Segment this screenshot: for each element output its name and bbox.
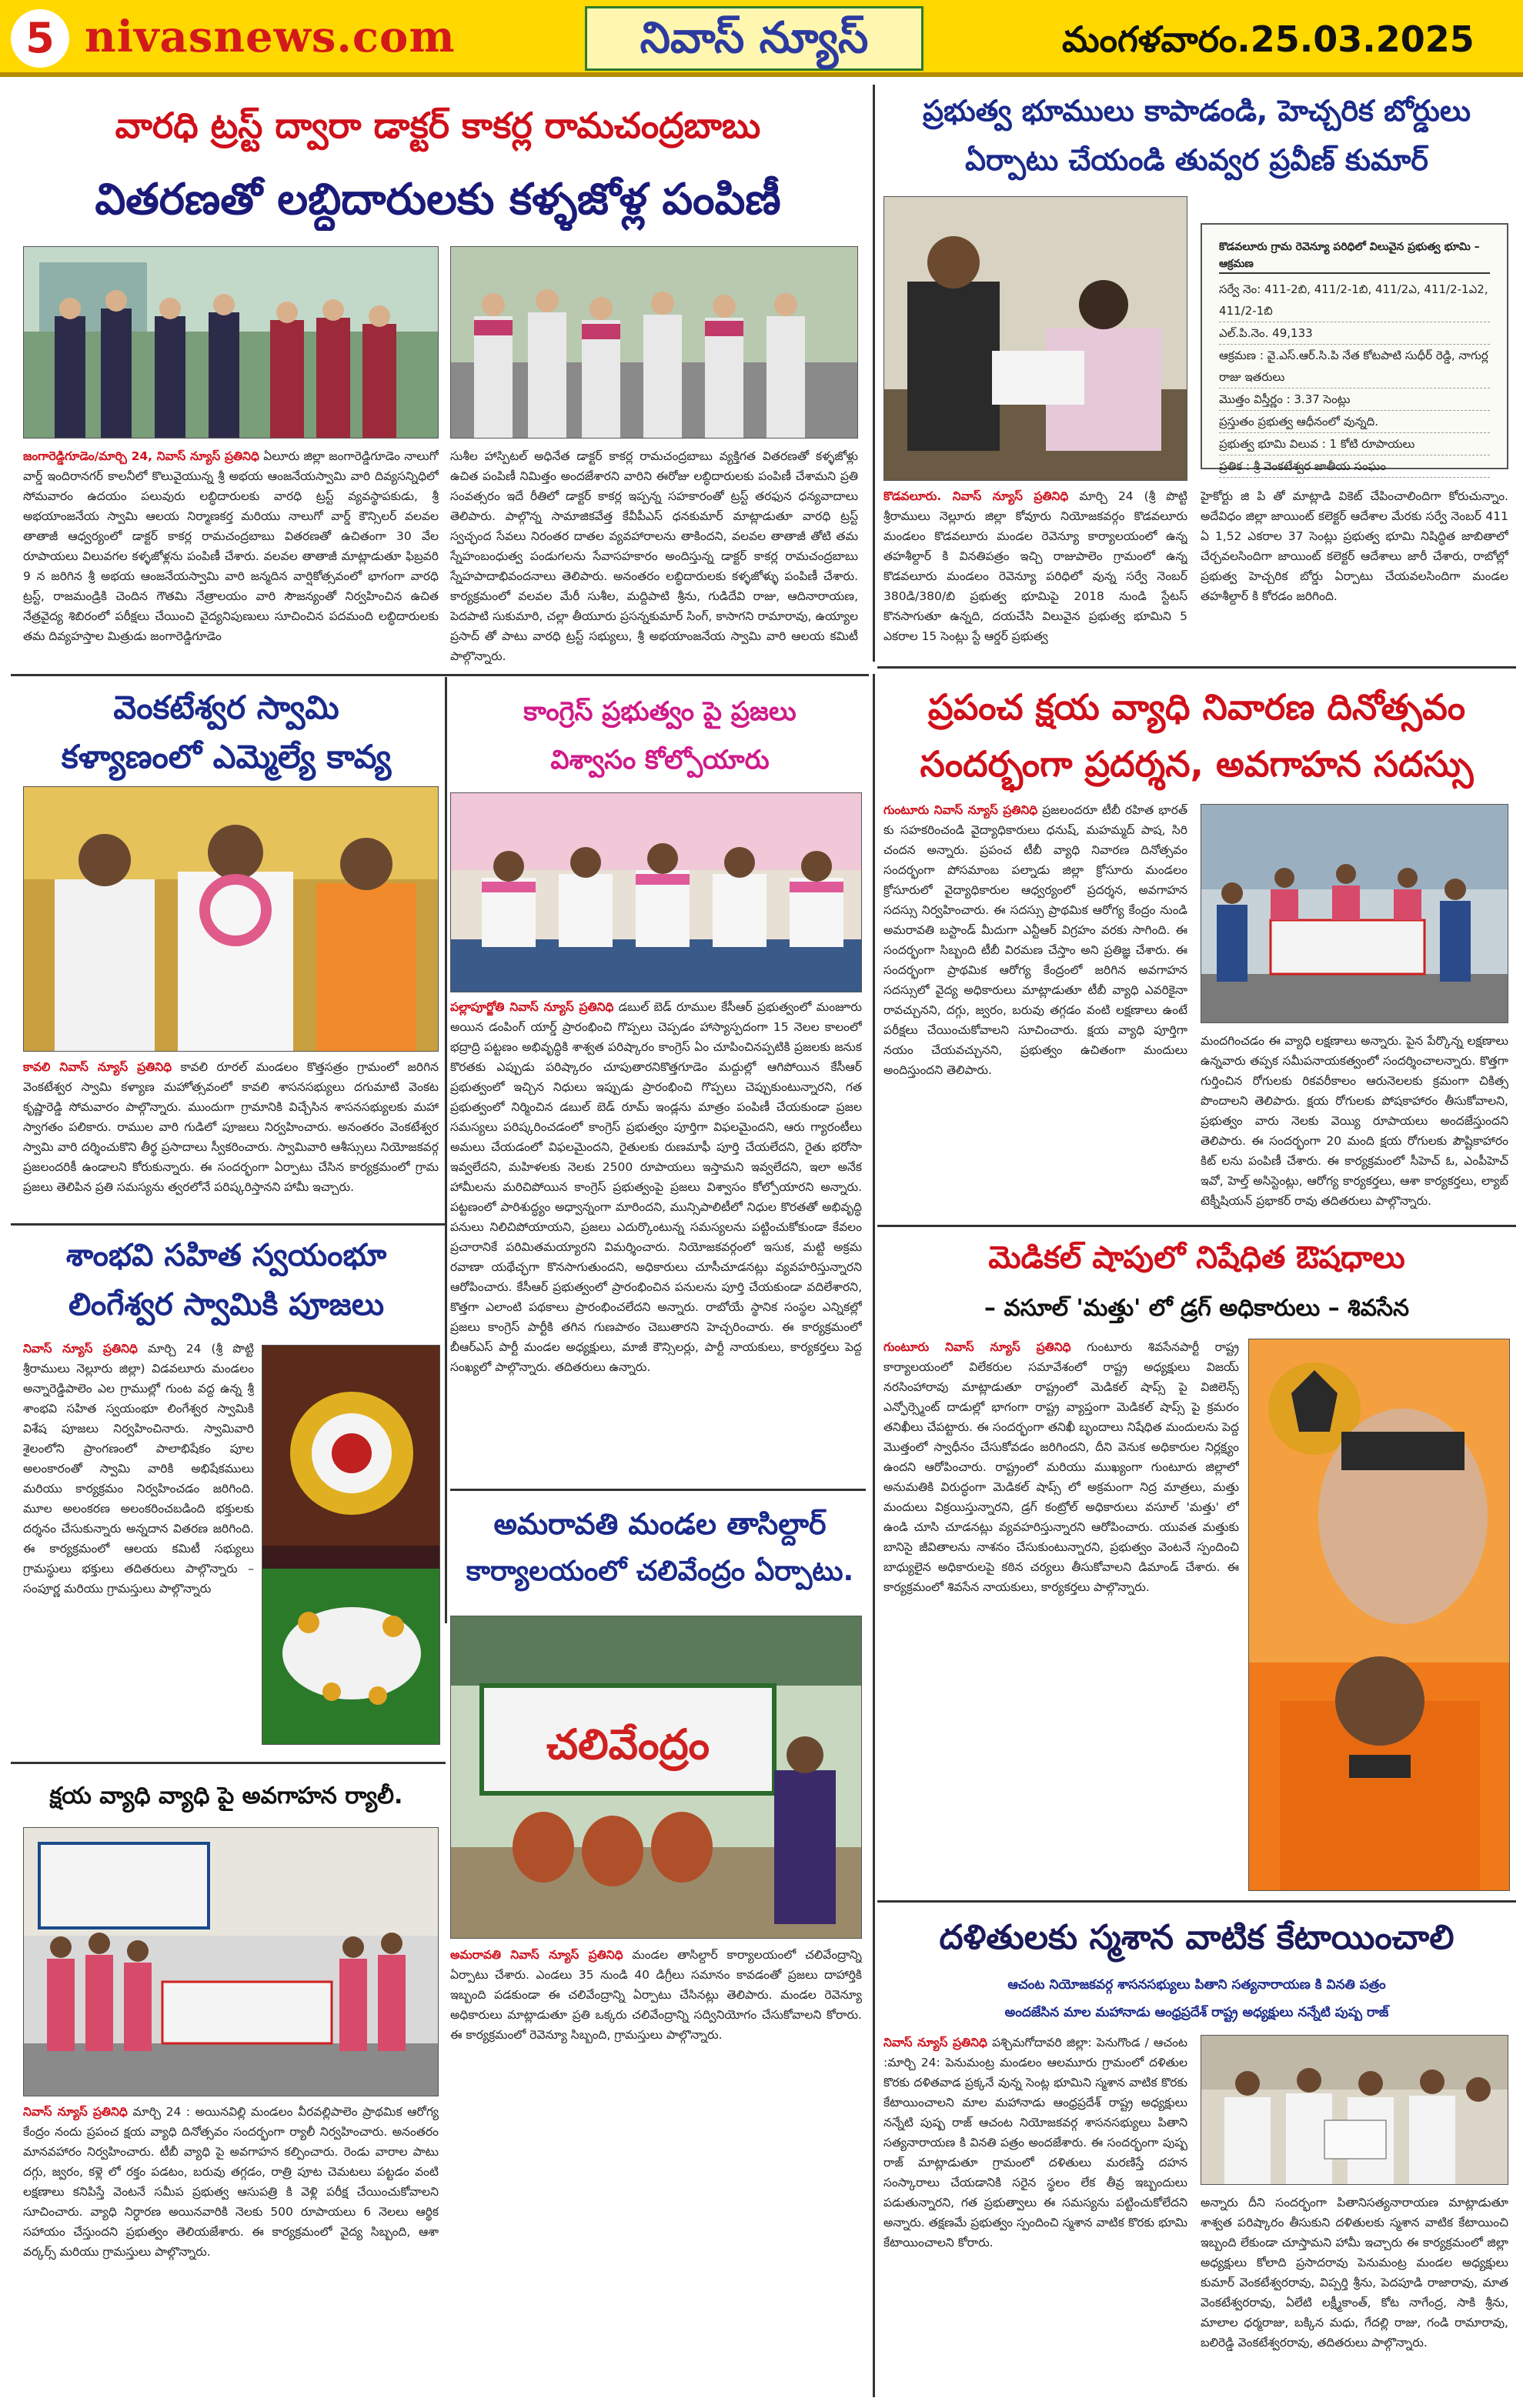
headline-world-tb-1: ప్రపంచ క్షయ వ్యాధి నివారణ దినోత్సవం <box>927 686 1466 728</box>
byline-world-tb: గుంటూరు నివాస్ న్యూస్ ప్రతినిధి <box>883 803 1038 817</box>
divider <box>11 674 869 676</box>
land-notice-box <box>1201 223 1508 473</box>
photo-lingeswara-pooja <box>262 1345 440 1745</box>
subheadline-medical: – వసూల్ 'మత్తు' లో డ్రగ్ అధికారులు – శివసేన <box>984 1295 1410 1322</box>
byline-amaravati: అమరావతి నివాస్ న్యూస్ ప్రతినిధి <box>450 1948 623 1962</box>
site-url[interactable]: nivasnews.com <box>85 12 456 62</box>
body-text: ఏలూరు జిల్లా జంగారెడ్డిగూడెం నాలుగో వార్డ్ ఇందిరానగర్ కాలనీలో కొలువైయున్న శ్రీ అభయ ఆంజనేయస్వామి వారి దివ్యసన్నిధిలో సోమవారం ఉదయం పలువురు లబ్ధిదారులకు వారధి ట్రస్ట్ వ్యవస్థాపకుడు, శ్రీ అభయాంజనేయ స్వామి ఆలయ నిర్మాణకర్త మరియు నాలుగో వార్డ్ కౌన్సిలర్ వలవల తాతాజీ ఆధ్వర్యంలో డాక్టర్ కాకర్ల రామచంద్రబాబు వితరణతో ఉచితంగా 30 వేల రూపాయలు విలువగల కళ్ళజోళ్లను పంపిణీ చేశారు. వలవల తాతాజీ మాట్లాడుతూ ఫిబ్రవరి 9 న జరిగిన శ్రీ అభయ ఆంజనేయస్వామి వారి జన్మదిన వార్షికోత్సవంలో భాగంగా వారధి ట్రస్ట్, రాజమండ్రికి చెందిన గౌతమి నేత్రాలయం వారి సౌజన్యంతో నిర్వహించిన ఉచిత నేత్రవైద్య శిబిరంలో పరీక్షలు చేయించి వైద్యనిపుణులు సూచించిన పదమంది లబ్ధిదారులకు తమ దివ్యహస్తాల మిత్రుడు జంగారెడ్డిగూడెం <box>23 449 439 643</box>
divider <box>11 1762 446 1764</box>
body-text: ప్రజలందరూ టీబీ రహిత భారత్ కు సహకరించండి వైద్యాధికారులు ధనుష్, మహమ్మద్ పాష, సిరి చందన అన్నారు. ప్రపంచ టీబీ వ్యాధి నివారణ దినోత్సవం సందర్భంగా పోసమాంబ పల్నాడు జిల్లా క్రోసూరు మండలం క్రోసూరులో వైద్యాధికారుల ఆధ్వర్యంలో ప్రదర్శన, అవగాహన సదస్సు నిర్వహించారు. ఈ సదస్సు ప్రాథమిక ఆరోగ్య కేంద్రం నుండి అమరావతి బస్టాండ్ మీదుగా ఎన్టీఆర్ విగ్రహం వరకు సాగింది. ఈ సందర్భంగా సిబ్బంది టీబీ విరమణ చేస్తాం అని ప్రతిజ్ఞ చేశారు. ఈ సందర్భంగా ప్రాథమిక ఆరోగ్య కేంద్రంలో జరిగిన అవగాహన సదస్సులో వైద్య అధికారులు మాట్లాడుతూ టీబీ వ్యాధి ఎవరికైనా రావచ్చునని, దగ్గు, జ్వరం, బరువు తగ్గడం వంటి లక్షణాలు ఉంటే పరీక్షలు చేయించుకోవాలని సూచించారు. క్షయ వ్యాధి పూర్తిగా నయం చేయవచ్చునని, ప్రభుత్వం ఉచితంగా మందులు అందిస్తుందని తెలిపారు. <box>883 803 1187 1077</box>
body-text: మార్చి 24 (శ్రీ పొట్టి శ్రీరాములు నెల్లూరు జిల్లా) విడవలూరు మండలం అన్నారెడ్డిపాలెం ఎల గ్రాముల్లో గుంట వద్ద ఉన్న శ్రీ శాంభవి సహిత స్వయంభూ లింగేశ్వర స్వామికి విశేష పూజలు నిర్వహించినారు. స్వామివారి శైలంలోని ప్రాంగణంలో పాలాభిషేకం పూల అలంకారంతో స్వామి వారికి అభిషేకములు మరియు కార్యక్రమం నిర్వహించడం జరిగింది. మూల అలంకరణ అలంకరించబడింది భక్తులకు దర్శనం చేసుకున్నారు అన్నదాన వితరణ జరిగింది. ఈ కార్యక్రమంలో ఆలయ కమిటీ సభ్యులు గ్రామస్థులు భక్తులు తదితరులు పాల్గొన్నారు – సంపూర్ణ మరియు గ్రామస్తులు పాల్గొన్నారు <box>23 1342 254 1596</box>
byline-medical: గుంటూరు నివాస్ న్యూస్ ప్రతినిధి <box>883 1340 1071 1354</box>
headline-dalit: దళితులకు స్మశాన వాటిక కేటాయించాలి <box>939 1918 1455 1957</box>
story-shambhavi <box>23 1339 254 1754</box>
subheadline-dalit-1: ఆచంట నియోజకవర్గ శాసనసభ్యులు పితాని సత్యనారాయణ కి వినతి పత్రం <box>1007 1977 1386 1993</box>
headline-congress-2: విశ్వాసం కోల్పోయారు <box>550 745 770 775</box>
story-amaravati <box>450 1945 862 2399</box>
headline-amaravati-1: అమరావతి మండల తాసిల్దార్ <box>493 1507 827 1541</box>
photo-congress-press-meet <box>450 792 862 992</box>
headline-govt-land-2: ఏర్పాటు చేయండి తువ్వర ప్రవీణ్ కుమార్ <box>965 143 1428 177</box>
photo-shivsena-leader <box>1248 1339 1510 1891</box>
notice-row: సర్వే నెం: 411-2బి, 411/2-1బి, 411/2ఎ, 411/2-1ఎ2, 411/2-1బి <box>1219 278 1490 322</box>
notice-row: మొత్తం విస్తీర్ణం : 3.37 సెంట్లు <box>1219 389 1490 411</box>
subheadline-dalit-2: అందజేసిన మాల మహానాడు ఆంధ్రప్రదేశ్ రాష్ట్ర అధ్యక్షులు నన్నేటి పుష్ప రాజ్ <box>1004 2005 1389 2020</box>
photo-petition-handover <box>883 196 1187 481</box>
paper-name-logo: నివాస్ న్యూస్ <box>585 6 923 71</box>
body-text: మార్చి 24 : అయినవిల్లి మండలం వీరవల్లిపాలెం ప్రాథమిక ఆరోగ్య కేంద్రం నందు ప్రపంచ క్షయ వ్యాధి దినోత్సవం సందర్భంగా ర్యాలీ నిర్వహించారు. అనంతరం మానవహారం నిర్వహించారు. టీబీ వ్యాధి పై అవగాహన కల్పించారు. రెండు వారాల పాటు దగ్గు, జ్వరం, కళ్లె లో రక్తం పడటం, బరువు తగ్గడం, రాత్రి పూట చెమటలు పట్టడం వంటి లక్షణాలు కనిపిస్తే వెంటనే సమీప ప్రభుత్వ ఆసుపత్రి కి వెళ్లి పరీక్ష చేయించుకోవాలని సూచించారు. వ్యాధి నిర్ధారణ అయినవారికి నెలకు 500 రూపాయలు 6 నెలలు ఆర్థిక సహాయం చేస్తుందని ప్రభుత్వం తెలియజేశారు. ఈ కార్యక్రమంలో వైద్య సిబ్బంది, ఆశా వర్కర్స్ మరియు గ్రామస్తులు పాల్గొన్నారు. <box>23 2105 439 2259</box>
photo-dalit-petition <box>1201 2035 1508 2185</box>
byline-shambhavi: నివాస్ న్యూస్ ప్రతినిధి <box>23 1342 138 1356</box>
page-number: 5 <box>11 9 69 68</box>
headline-venkateswara-2: కళ్యాణంలో ఎమ్మెల్యే కావ్య <box>61 738 392 775</box>
headline-world-tb-2: సందర్భంగా ప్రదర్శన, అవగాహన సదస్సు <box>920 743 1474 785</box>
divider <box>450 1489 866 1491</box>
notice-title: కొడవలూరు గ్రామ రెవెన్యూ పరిధిలో విలువైన ప్రభుత్వ భూమి – ఆక్రమణ <box>1219 238 1490 274</box>
headline-shambhavi-2: లింగేశ్వర స్వామికి పూజలు <box>68 1287 385 1322</box>
story-varadhi-col2: సుశీల హాస్పిటల్ అధినేత డాక్టర్ కాకర్ల రామచంద్రబాబు వ్యక్తిగత వితరణతో కళ్ళజోళ్లు ఉచిత పంపిణీ నిమిత్తం అందజేశారని వారిని ఈరోజు లబ్ధిదారులకు పంపిణీ చేశామని ప్రతి సంవత్సరం ఇదే రీతిలో డాక్టర్ కాకర్ల ఇప్పన్న సహకారంతో ట్రస్ట్ తరఫున ధన్యవాదాలు తెలిపారు. పాల్గొన్న సామాజికవేత్త కేవీపీఎస్ ధనకుమార్ మాట్లాడుతూ వారధి ట్రస్ట్ స్వచ్ఛంద సేవలు నిరంతర దాతల వ్యవహారాలను తాకిందని, వలవల తాతాజీ తోటి తమ స్నేహంబంధుత్వ పండుగలను సేవాసహకారం అందిస్తున్న డాక్టర్ కాకర్ల రామచంద్రబాబు స్నేహపాదాభివందనాలు తెలిపారు. అనంతరం లబ్ధిదారులకు కళ్ళజోళ్ళు పంపిణీ చేశారు. కార్యక్రమంలో వలవల మేరీ సుశీల, మద్దిపాటి శ్రీను, గుడిదేవి రాజు, ఆదినారాయణ, పెదపాటి సుకుమారి, చల్లా తీయూరు ప్రసన్నకుమార్ సింగ్, కాసాగని రామారావు, ఉయ్యాల ప్రసాద్ తో పాటు వారధి ట్రస్ట్ సభ్యులు, శ్రీ అభయాంజనేయ స్వామి వారి ఆలయ కమిటీ పాల్గొన్నారు. <box>450 449 858 663</box>
notice-row: ప్రభుత్వ భూమి విలువ : 1 కోటి రూపాయలు <box>1219 433 1490 455</box>
story-dalit-col2: అన్నారు దీని సందర్భంగా పితానిసత్యనారాయణ మాట్లాడుతూ శాశ్వత పరిష్కారం తీసుకుని దళితులకు స్మశాన వాటిక కేటాయించి ఇబ్బంది లేకుండా చూస్తామని హామీ ఇచ్చారు ఈ కార్యక్రమంలో జిల్లా అధ్యక్షులు కోలాది ప్రసాదరావు పెనుమంట్ర మండల అధ్యక్షులు కుమార్ వెంకటేశ్వరరావు, విప్పర్తి శ్రీను, పెదపూడి రాజారావు, మాత వెంకటేశ్వరరావు, ఏలేటి లక్ష్మీకాంత్, కోట నాగేంద్ర, సాకి శ్రీను, మాలాల ధర్మరాజు, బక్కిన మధు, గేదల్లి రాజు, గండి రామారావు, బలిరెడ్డి వెంకటేశ్వరరావు, తదితరులు పాల్గొన్నారు. <box>1201 2196 1508 2350</box>
byline-congress: పల్లాపూర్జోతి నివాస్ న్యూస్ ప్రతినిధి <box>450 1000 614 1014</box>
story-world-tb-col1 <box>883 800 1187 1219</box>
body-text: గుంటూరు శివసేనపార్టీ రాష్ట్ర కార్యాలయంలో విలేకరుల సమావేశంలో రాష్ట్ర అధ్యక్షులు విజయ్ నరసింహారావు మాట్లాడుతూ రాష్ట్రంలో మెడికల్ షాప్స్ పై విజిలెన్స్ ఎన్ఫోర్స్మెంట్ దాడుల్లో భాగంగా రాష్ట్ర వ్యాప్తంగా మెడికల్ షాప్స్ పై క్రమరం తనిఖీలు చేపట్టారు. ఈ సందర్భంగా తనిఖీ బృందాలు నిషేధిత మందులను పెద్ద మొత్తంలో స్వాధీనం చేసుకోవడం జరిగిందని, దీని వెనుక అధికారుల నిర్లక్ష్యం ఉందని ఆరోపించారు. రాష్ట్రంలో మరియు ముఖ్యంగా గుంటూరు జిల్లాలో అనుమతికి విరుద్ధంగా మెడికల్ షాప్స్ లో అక్రమంగా నిద్ర మాత్రలు, మత్తు మందులు విక్రయిస్తున్నారని, డ్రగ్ కంట్రోల్ అధికారులు వసూల్ 'మత్తు' లో ఉండి చూసి చూడనట్లు వ్యవహరిస్తున్నారని ఆరోపించారు. యువత మత్తుకు బానిసై జీవితాలను నాశనం చేసుకుంటున్నారని, ప్రభుత్వం వెంటనే స్పందించి బాధ్యులైన అధికారులపై కఠిన చర్యలు తీసుకోవాలని డిమాండ్ చేశారు. ఈ కార్యక్రమంలో శివసేన నాయకులు, కార్యకర్తలు పాల్గొన్నారు. <box>883 1340 1239 1594</box>
byline-dalit: నివాస్ న్యూస్ ప్రతినిధి <box>883 2036 987 2049</box>
byline-govt-land: కొడవలూరు. నివాస్ న్యూస్ ప్రతినిధి <box>883 489 1069 503</box>
story-govt-land-col1 <box>883 486 1187 660</box>
headline-tb-rally: క్షయ వ్యాధి వ్యాధి పై అవగాహన ర్యాలీ. <box>49 1783 403 1809</box>
column-divider <box>873 85 875 662</box>
notice-row: ప్రస్తుతం ప్రభుత్వ ఆధీనంలో వున్నది. <box>1219 411 1490 433</box>
column-divider <box>873 674 875 2397</box>
story-congress <box>450 997 862 1482</box>
notice-row: ఆక్రమణ : వై.ఎస్.ఆర్.సి.పి నేత కోటపాటి సుధీర్ రెడ్డి, నాగుర్ల రాజు ఇతరులు <box>1219 345 1490 389</box>
headline-varadhi-2: వితరణతో లబ్ధిదారులకు కళ్ళజోళ్ల పంపిణీ <box>95 175 781 225</box>
column-divider <box>445 677 447 1623</box>
issue-date: మంగళవారం.25.03.2025 <box>1062 18 1475 60</box>
headline-congress-1: కాంగ్రెస్ ప్రభుత్వం పై ప్రజలు <box>523 696 797 727</box>
story-tb-rally <box>23 2102 439 2402</box>
photo-varadhi-distribution-1 <box>23 246 439 439</box>
story-world-tb-col2: మందగించడం ఈ వ్యాధి లక్షణాలు అన్నారు. పైన పేర్కొన్న లక్షణాలు ఉన్నవారు తప్పక సమీపనాయకత్వంలో సందర్శించాలన్నారు. కొత్తగా గుర్తించిన రోగులకు రికవరీకాలం ఆరునెలలకు క్రమంగా చికిత్స పొందాలని తెలిపారు. క్షయ రోగులకు పోషకాహారం తీసుకోవాలని, ప్రభుత్వం వారు నెలకు వెయ్యి రూపాయలు అందజేస్తుందని తెలిపారు. ఈ సందర్భంగా 20 మంది క్షయ రోగులకు పౌష్టికాహారం కిట్ లను పంపిణీ చేశారు. ఈ కార్యక్రమంలో సీహెచ్ ఓ, ఎంపీహెచ్ ఇవో, హెల్త్ అసిస్టెంట్లు, ఆరోగ్య కార్యకర్తలు, ఆశా కార్యకర్తలు, ల్యాబ్ టెక్నీషియన్ ప్రభాకర్ రావు తదితరులు పాల్గొన్నారు. <box>1201 1034 1508 1208</box>
photo-mla-kalyanam <box>23 786 439 1052</box>
headline-shambhavi-1: శాంభవి సహిత స్వయంభూ <box>65 1238 387 1273</box>
story-medical <box>883 1337 1239 1891</box>
byline-varadhi: జంగారెడ్డిగూడెం/మార్చి 24, నివాస్ న్యూస్ ప్రతినిధి <box>23 449 259 463</box>
notice-row: ప్రతిక : శ్రీ వెంకటేశ్వర జాతీయ సంఘం <box>1219 455 1490 478</box>
byline-venkateswara: కావలి నివాస్ న్యూస్ ప్రతినిధి <box>23 1060 172 1074</box>
divider <box>877 666 1516 669</box>
body-text: మార్చి 24 (శ్రీ పొట్టి శ్రీరాములు నెల్లూరు జిల్లా కోవూరు నియోజకవర్గం కొడవలూరు మండలం కొడవలూరు మండల రెవెన్యూ కార్యాలయంలో ఉన్న తహశీల్దార్ కి వినతిపత్రం ఇచ్చి రాజుపాలెం గ్రామంలో ఉన్న కొడవలూరు మండలం రెవెన్యూ పరిధిలో వున్న సర్వే నెంబర్ 380డి/380/బి ప్రభుత్వ భూమిపై 2018 నుండి స్టేటస్ కొనసాగుతూ ఉన్నది, దయచేసి విలువైన ప్రభుత్వ భూమిని 5 ఎకరాల 15 సెంట్లు స్టే ఆర్డర్ ప్రభుత్వ <box>883 489 1187 643</box>
headline-medical: మెడికల్ షాపులో నిషేధిత ఔషధాలు <box>988 1240 1405 1276</box>
headline-govt-land-1: ప్రభుత్వ భూములు కాపాడండి, హెచ్చరిక బోర్డులు <box>923 94 1471 128</box>
photo-tb-rally <box>23 1827 439 2096</box>
headline-venkateswara-1: వెంకటేశ్వర స్వామి <box>113 689 339 726</box>
body-text: పశ్చిమగోదావరి జిల్లా: పెనుగొండ / ఆచంట :మార్చి 24: పెనుమంట్ర మండలం ఆలమూరు గ్రామంలో దళితుల కొరకు దళితవాడ ప్రక్కనే వున్న సెంట్ల భూమిని స్మశాన వాటిక కొరకు కేటాయించాలని మాల మహానాడు ఆంధ్రప్రదేశ్ రాష్ట్ర అధ్యక్షులు నన్నేటి పుష్ప రాజ్ ఆచంట నియోజకవర్గ శాసనసభ్యులు పితాని సత్యనారాయణ కి వినతి పత్రం అందజేశారు. ఈ సందర్భంగా పుష్ప రాజ్ మాట్లాడుతూ గ్రామంలో దళితులు మరణిస్తే దహన సంస్కారాలు చేయడానికి సరైన స్థలం లేక తీవ్ర ఇబ్బందులు పడుతున్నారని, గత ప్రభుత్వాలు ఈ సమస్యను పట్టించుకోలేదని అన్నారు. తక్షణమే ప్రభుత్వం స్పందించి స్మశాన వాటిక కొరకు భూమి కేటాయించాలని కోరారు. <box>883 2036 1187 2250</box>
body-text: కావలి రూరల్ మండలం కొత్తసత్రం గ్రామంలో జరిగిన వెంకటేశ్వర స్వామి కళ్యాణ మహోత్సవంలో కావలి శాసనసభ్యులు దగుమాటి వెంకట కృష్ణారెడ్డి సోమవారం పాల్గొన్నారు. ముందుగా గ్రామానికి విచ్చేసిన శాసనసభ్యులకు మహా స్వాగతం పలికారు. రాముల వారి గుడిలో పూజలు నిర్వహించారు. అనంతరం వెంకటేశ్వర స్వామి వారి దర్శించుకొని తీర్థ ప్రసాదాలు స్వీకరించారు. స్వామివారి ఆశీస్సులు నియోజకవర్గ ప్రజలందరికీ ఉండాలని కోరుకున్నారు. ఈ సందర్భంగా ఏర్పాటు చేసిన కార్యక్రమంలో గ్రామ ప్రజలు తెలిపిన ప్రతి సమస్యను త్వరలోనే పరిష్కరిస్తానని హామీ ఇచ్చారు. <box>23 1060 439 1194</box>
headline-varadhi-1: వారధి ట్రస్ట్ ద్వారా డాక్టర్ కాకర్ల రామచంద్రబాబు <box>115 105 761 146</box>
body-text: మండల తాసిల్దార్ కార్యాలయంలో చలివేంద్రాన్ని ఏర్పాటు చేశారు. ఎండలు 35 నుండి 40 డిగ్రీలు సమానం కావడంతో ప్రజలు దాహార్తికి ఇబ్బంది పడకుండా ఈ చలివేంద్రాన్ని ఏర్పాటు చేసినట్లు తెలిపారు. మండల రెవెన్యూ అధికారులు మాట్లాడుతూ ప్రతి ఒక్కరు చలివేంద్రాన్ని సద్వినియోగం చేసుకోవాలని కోరారు. ఈ కార్యక్రమంలో రెవెన్యూ సిబ్బంది, గ్రామస్తులు పాల్గొన్నారు. <box>450 1948 862 2042</box>
photo-varadhi-distribution-2 <box>450 246 858 439</box>
story-govt-land-col2: హైకోర్టు జి పి తో మాట్లాడి వికెట్ చేపించాలిందిగా కోరుచున్నాం. అదేవిధం జిల్లా జాయింట్ కలెక్టర్ ఆదేశాల మేరకు సర్వే నెంబర్ 411 ఏ 1,52 ఎకరాల 37 సెంట్లు ప్రభుత్వ భూమి నిషిద్ధిత జాబితాలో చేర్చవలసిందిగా జాయింట్ కలెక్టర్ ఆదేశాలు జారీ చేశారు, రాబోల్లో ప్రభుత్వ హెచ్చరిక బోర్డు ఏర్పాటు చేయవలసిందిగా మండల తహశీల్దార్ కి కోరడం జరిగింది. <box>1201 489 1508 603</box>
body-text: డబుల్ బెడ్ రూముల కేసీఆర్ ప్రభుత్వంలో మంజూరు అయిన డంపింగ్ యార్డ్ ప్రారంభించి గొప్పలు చెప్పడం హాస్యాస్పదంగా 15 నెలల కాలంలో భద్రాద్రి పట్టణం అభివృద్ధికి శాశ్వత పరిష్కారం కాంగ్రెస్ ఏం చూపించినప్పటికి ప్రజలకు జనుక కొరతకు ఎప్పుడు పరిష్కారం చూపుతారనికొత్తగూడెం మద్దుల్లో ఆగిపోయిన కేసీఆర్ ప్రభుత్వంలో ఇచ్చిన నిధులు ఇప్పుడు ప్రారంభించి గొప్పలు చెప్పుకుంటున్నారని, గత ప్రభుత్వంలో నిర్మించిన డబుల్ బెడ్ రూమ్ ఇండ్లను మాత్రం పంపిణీ చేయకుండా ప్రజల సమస్యలు పరిష్కరించడంలో కాంగ్రెస్ ప్రభుత్వం పూర్తిగా విఫలమైందని, ఆరు గ్యారంటీలు అమలు చేయడంలో విఫలమైందని, రైతులకు రుణమాఫీ పూర్తి చేయలేదని, రైతు భరోసా ఇవ్వలేదని, మహిళలకు నెలకు 2500 రూపాయలు ఇస్తామని ఇవ్వలేదని, ఇలా అనేక హామీలను మరిచిపోయిన కాంగ్రెస్ ప్రభుత్వంపై ప్రజలు విశ్వాసం కోల్పోయారని అన్నారు. పట్టణంలో పారిశుద్ధ్యం అధ్వాన్నంగా మారిందని, మున్సిపాలిటీలో నిధుల కొరతతో అభివృద్ధి పనులు నిలిచిపోయాయని, ప్రజలు ఎదుర్కొంటున్న సమస్యలను పట్టించుకోకుండా కేవలం ప్రచారానికే పరిమితమయ్యారని విమర్శించారు. నియోజకవర్గంలో ఇసుక, మట్టి అక్రమ రవాణా యథేచ్ఛగా కొనసాగుతుందని, అధికారులు చూసీచూడనట్లు వ్యవహరిస్తున్నారని ఆరోపించారు. కేసీఆర్ ప్రభుత్వంలో ప్రారంభించిన పనులను పూర్తి చేయకుండా వదిలేశారని, కొత్తగా ఎలాంటి పథకాలు ప్రారంభించలేదని అన్నారు. రాబోయే స్థానిక సంస్థల ఎన్నికల్లో ప్రజలు కాంగ్రెస్ పార్టీకి తగిన గుణపాఠం చెబుతారని హెచ్చరించారు. ఈ కార్యక్రమంలో బీఆర్ఎస్ పార్టీ మండల అధ్యక్షులు, మాజీ కౌన్సిలర్లు, పార్టీ నాయకులు, కార్యకర్తలు పెద్ద సంఖ్యలో పాల్గొన్నారు. తదితరులు ఉన్నారు. <box>450 1000 862 1374</box>
divider <box>11 1223 446 1226</box>
masthead <box>0 0 1523 77</box>
story-dalit-col1 <box>883 2033 1187 2399</box>
story-venkateswara <box>23 1057 439 1219</box>
photo-tb-awareness-rally <box>1201 804 1508 1023</box>
photo-chalivendram <box>450 1616 862 1939</box>
byline-tb-rally: నివాస్ న్యూస్ ప్రతినిధి <box>23 2105 128 2119</box>
divider <box>877 1900 1516 1903</box>
story-varadhi-col1 <box>23 446 439 666</box>
chalivendram-banner-text: చలివేంద్రం <box>546 1720 710 1769</box>
divider <box>877 1225 1516 1227</box>
headline-amaravati-2: కార్యాలయంలో చలివేంద్రం ఏర్పాటు. <box>466 1556 854 1587</box>
notice-row: ఎల్.పి.నెం. 49,133 <box>1219 322 1490 345</box>
